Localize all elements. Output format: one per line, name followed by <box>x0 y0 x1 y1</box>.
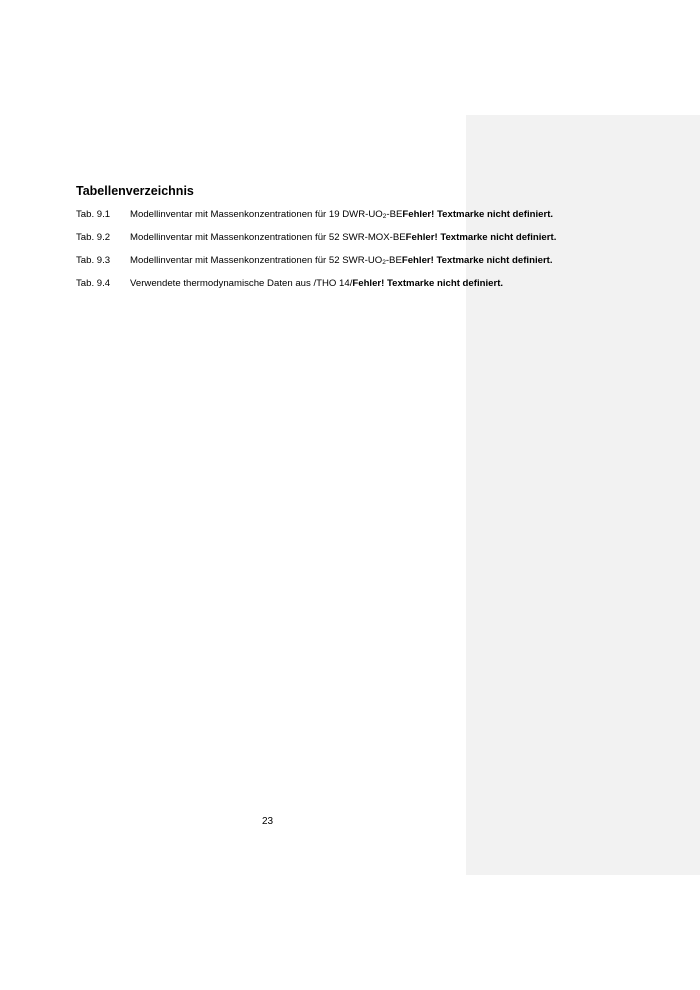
toc-entry[interactable] <box>76 278 696 301</box>
toc-entry-text <box>130 278 503 290</box>
toc-entry-error: Fehler! Textmarke nicht definiert. <box>402 209 554 220</box>
toc-entry-text <box>130 209 553 221</box>
toc-entry-number: Tab. 9.3 <box>76 255 111 266</box>
section-heading: Tabellenverzeichnis <box>76 184 194 198</box>
toc-entry-subscript: 2 <box>382 259 386 266</box>
toc-entry[interactable] <box>76 232 696 255</box>
toc-entry-title: Modellinventar mit Massenkonzentrationen für 19 DWR-UO <box>130 209 383 220</box>
toc-entry-error: Fehler! Textmarke nicht definiert. <box>352 278 504 289</box>
toc-entry-error: Fehler! Textmarke nicht definiert. <box>405 232 557 243</box>
toc-entry-number: Tab. 9.1 <box>76 209 111 220</box>
toc-entry-number: Tab. 9.2 <box>76 232 111 243</box>
toc-entry-subscript: 2 <box>382 213 387 220</box>
table-of-tables <box>76 183 696 301</box>
toc-entry-title-suffix: -BE <box>386 209 403 220</box>
toc-entry[interactable] <box>76 255 696 278</box>
toc-entry-error: Fehler! Textmarke nicht definiert. <box>401 255 553 266</box>
toc-entry-title: Modellinventar mit Massenkonzentrationen für 52 SWR-UO <box>130 255 383 266</box>
toc-entry-number: Tab. 9.4 <box>76 278 111 289</box>
toc-entry-title: Verwendete thermodynamische Daten aus /THO 14/ <box>130 278 353 289</box>
toc-entry[interactable] <box>76 209 696 232</box>
toc-entry-title: Modellinventar mit Massenkonzentrationen für 52 SWR-MOX-BE <box>130 232 406 243</box>
page-number: 23 <box>262 816 274 827</box>
toc-entry-title-suffix: -BE <box>385 255 402 266</box>
toc-entry-text <box>130 232 556 244</box>
toc-entry-text <box>130 255 553 267</box>
